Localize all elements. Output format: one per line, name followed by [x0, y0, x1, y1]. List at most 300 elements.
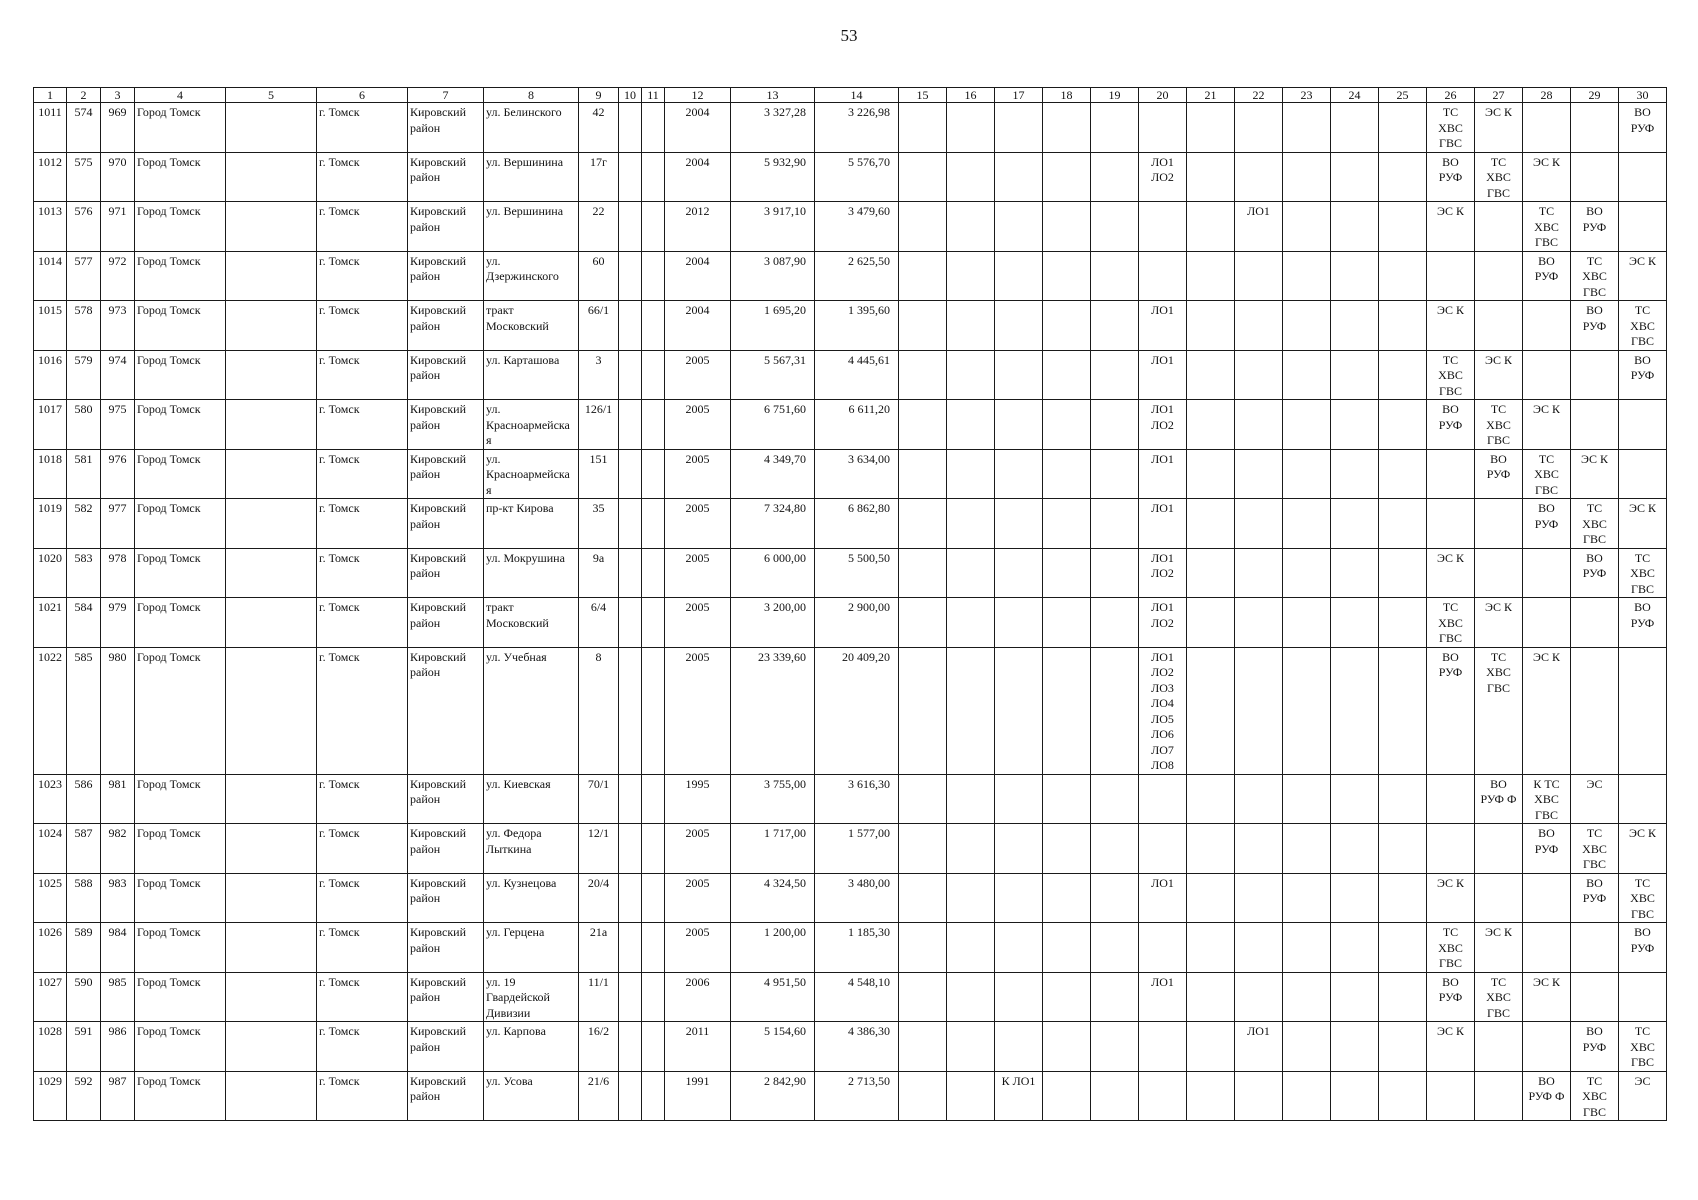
cell-col-28 [1523, 598, 1571, 648]
cell-col-18 [1043, 103, 1091, 153]
cell-col-4: Город Томск [135, 251, 226, 301]
column-header: 19 [1091, 88, 1139, 103]
cell-col-23 [1283, 548, 1331, 598]
cell-col-26: ВО РУФ [1427, 647, 1475, 774]
cell-col-18 [1043, 449, 1091, 499]
cell-col-4: Город Томск [135, 1022, 226, 1072]
cell-col-7: Кировский район [408, 824, 484, 874]
cell-col-6: г. Томск [317, 449, 408, 499]
cell-col-21 [1187, 400, 1235, 450]
cell-col-5 [226, 449, 317, 499]
cell-col-19 [1091, 647, 1139, 774]
cell-col-1: 1024 [34, 824, 67, 874]
cell-col-4: Город Томск [135, 598, 226, 648]
cell-col-6: г. Томск [317, 923, 408, 973]
cell-col-27 [1475, 1022, 1523, 1072]
cell-col-14: 1 185,30 [815, 923, 899, 973]
cell-col-2: 584 [67, 598, 101, 648]
cell-col-16 [947, 350, 995, 400]
cell-col-1: 1026 [34, 923, 67, 973]
cell-col-22 [1235, 400, 1283, 450]
cell-col-16 [947, 499, 995, 549]
cell-col-9: 66/1 [579, 301, 619, 351]
cell-col-3: 980 [101, 647, 135, 774]
cell-col-20 [1139, 1071, 1187, 1121]
column-header: 13 [731, 88, 815, 103]
cell-col-25 [1379, 400, 1427, 450]
cell-col-20: ЛО1 ЛО2 [1139, 598, 1187, 648]
cell-col-6: г. Томск [317, 103, 408, 153]
table-row [34, 202, 1667, 252]
cell-col-20 [1139, 824, 1187, 874]
cell-col-11 [642, 152, 665, 202]
cell-col-7: Кировский район [408, 598, 484, 648]
cell-col-15 [899, 548, 947, 598]
cell-col-29: ВО РУФ [1571, 1022, 1619, 1072]
cell-col-8: ул. 19 Гвардейской Дивизии [484, 972, 579, 1022]
table-row [34, 598, 1667, 648]
column-header: 17 [995, 88, 1043, 103]
cell-col-16 [947, 1022, 995, 1072]
cell-col-7: Кировский район [408, 1022, 484, 1072]
cell-col-20 [1139, 774, 1187, 824]
cell-col-22 [1235, 251, 1283, 301]
cell-col-10 [619, 873, 642, 923]
cell-col-26: ТС ХВС ГВС [1427, 923, 1475, 973]
cell-col-29 [1571, 972, 1619, 1022]
cell-col-24 [1331, 873, 1379, 923]
cell-col-11 [642, 449, 665, 499]
cell-col-5 [226, 152, 317, 202]
table-row [34, 774, 1667, 824]
cell-col-27: ВО РУФ [1475, 449, 1523, 499]
cell-col-20: ЛО1 [1139, 972, 1187, 1022]
cell-col-11 [642, 301, 665, 351]
cell-col-5 [226, 873, 317, 923]
cell-col-19 [1091, 202, 1139, 252]
cell-col-21 [1187, 774, 1235, 824]
cell-col-3: 983 [101, 873, 135, 923]
cell-col-20: ЛО1 ЛО2 [1139, 152, 1187, 202]
cell-col-29 [1571, 923, 1619, 973]
cell-col-5 [226, 923, 317, 973]
cell-col-20: ЛО1 ЛО2 ЛО3 ЛО4 ЛО5 ЛО6 ЛО7 ЛО8 [1139, 647, 1187, 774]
cell-col-23 [1283, 400, 1331, 450]
cell-col-10 [619, 251, 642, 301]
cell-col-19 [1091, 824, 1139, 874]
cell-col-4: Город Томск [135, 400, 226, 450]
cell-col-30: ЭС К [1619, 824, 1667, 874]
table-row [34, 1071, 1667, 1121]
cell-col-23 [1283, 972, 1331, 1022]
cell-col-12: 1995 [665, 774, 731, 824]
cell-col-26: ВО РУФ [1427, 972, 1475, 1022]
cell-col-8: ул. Вершинина [484, 202, 579, 252]
cell-col-30: ТС ХВС ГВС [1619, 1022, 1667, 1072]
cell-col-12: 2005 [665, 400, 731, 450]
cell-col-6: г. Томск [317, 350, 408, 400]
cell-col-16 [947, 598, 995, 648]
cell-col-24 [1331, 1022, 1379, 1072]
cell-col-23 [1283, 873, 1331, 923]
cell-col-7: Кировский район [408, 350, 484, 400]
cell-col-30 [1619, 647, 1667, 774]
table-row [34, 824, 1667, 874]
cell-col-8: ул. Красноармейска я [484, 449, 579, 499]
cell-col-28: ВО РУФ [1523, 499, 1571, 549]
cell-col-20 [1139, 251, 1187, 301]
cell-col-23 [1283, 647, 1331, 774]
cell-col-22 [1235, 598, 1283, 648]
column-header: 10 [619, 88, 642, 103]
cell-col-4: Город Томск [135, 824, 226, 874]
cell-col-11 [642, 1022, 665, 1072]
cell-col-23 [1283, 152, 1331, 202]
cell-col-6: г. Томск [317, 152, 408, 202]
cell-col-20: ЛО1 [1139, 449, 1187, 499]
cell-col-17 [995, 598, 1043, 648]
cell-col-9: 126/1 [579, 400, 619, 450]
table-row [34, 499, 1667, 549]
cell-col-14: 3 616,30 [815, 774, 899, 824]
cell-col-10 [619, 923, 642, 973]
cell-col-22 [1235, 923, 1283, 973]
cell-col-29 [1571, 103, 1619, 153]
cell-col-24 [1331, 598, 1379, 648]
cell-col-16 [947, 972, 995, 1022]
cell-col-1: 1025 [34, 873, 67, 923]
cell-col-6: г. Томск [317, 824, 408, 874]
cell-col-10 [619, 824, 642, 874]
cell-col-7: Кировский район [408, 449, 484, 499]
cell-col-23 [1283, 1022, 1331, 1072]
cell-col-3: 981 [101, 774, 135, 824]
cell-col-16 [947, 873, 995, 923]
cell-col-24 [1331, 400, 1379, 450]
cell-col-24 [1331, 202, 1379, 252]
cell-col-28: ТС ХВС ГВС [1523, 449, 1571, 499]
cell-col-27: ТС ХВС ГВС [1475, 400, 1523, 450]
cell-col-5 [226, 499, 317, 549]
cell-col-2: 589 [67, 923, 101, 973]
cell-col-25 [1379, 1071, 1427, 1121]
cell-col-28 [1523, 1022, 1571, 1072]
cell-col-18 [1043, 152, 1091, 202]
cell-col-28: ВО РУФ [1523, 824, 1571, 874]
cell-col-7: Кировский район [408, 103, 484, 153]
table-row [34, 251, 1667, 301]
cell-col-20 [1139, 1022, 1187, 1072]
cell-col-8: ул. Кузнецова [484, 873, 579, 923]
cell-col-16 [947, 103, 995, 153]
cell-col-14: 2 713,50 [815, 1071, 899, 1121]
cell-col-4: Город Томск [135, 972, 226, 1022]
cell-col-18 [1043, 774, 1091, 824]
cell-col-2: 587 [67, 824, 101, 874]
column-header: 23 [1283, 88, 1331, 103]
cell-col-23 [1283, 824, 1331, 874]
cell-col-11 [642, 499, 665, 549]
cell-col-3: 977 [101, 499, 135, 549]
cell-col-26 [1427, 449, 1475, 499]
cell-col-19 [1091, 499, 1139, 549]
cell-col-13: 3 917,10 [731, 202, 815, 252]
cell-col-13: 1 695,20 [731, 301, 815, 351]
cell-col-23 [1283, 449, 1331, 499]
cell-col-27: ВО РУФ Ф [1475, 774, 1523, 824]
cell-col-18 [1043, 499, 1091, 549]
cell-col-20 [1139, 202, 1187, 252]
cell-col-19 [1091, 774, 1139, 824]
cell-col-28 [1523, 923, 1571, 973]
cell-col-4: Город Томск [135, 647, 226, 774]
cell-col-7: Кировский район [408, 548, 484, 598]
cell-col-11 [642, 400, 665, 450]
cell-col-15 [899, 350, 947, 400]
cell-col-17 [995, 647, 1043, 774]
cell-col-2: 581 [67, 449, 101, 499]
cell-col-17 [995, 103, 1043, 153]
cell-col-13: 3 087,90 [731, 251, 815, 301]
column-header: 11 [642, 88, 665, 103]
cell-col-5 [226, 1022, 317, 1072]
cell-col-1: 1015 [34, 301, 67, 351]
cell-col-25 [1379, 152, 1427, 202]
cell-col-15 [899, 202, 947, 252]
cell-col-1: 1017 [34, 400, 67, 450]
cell-col-18 [1043, 400, 1091, 450]
cell-col-7: Кировский район [408, 400, 484, 450]
cell-col-11 [642, 774, 665, 824]
cell-col-15 [899, 301, 947, 351]
cell-col-19 [1091, 301, 1139, 351]
cell-col-24 [1331, 301, 1379, 351]
cell-col-18 [1043, 1022, 1091, 1072]
cell-col-9: 22 [579, 202, 619, 252]
cell-col-15 [899, 499, 947, 549]
cell-col-28: К ТС ХВС ГВС [1523, 774, 1571, 824]
cell-col-20: ЛО1 ЛО2 [1139, 548, 1187, 598]
column-header: 15 [899, 88, 947, 103]
cell-col-11 [642, 548, 665, 598]
column-header: 8 [484, 88, 579, 103]
cell-col-23 [1283, 923, 1331, 973]
column-header: 5 [226, 88, 317, 103]
cell-col-5 [226, 774, 317, 824]
cell-col-24 [1331, 774, 1379, 824]
cell-col-9: 70/1 [579, 774, 619, 824]
cell-col-2: 590 [67, 972, 101, 1022]
cell-col-22 [1235, 972, 1283, 1022]
cell-col-21 [1187, 499, 1235, 549]
cell-col-1: 1028 [34, 1022, 67, 1072]
cell-col-13: 7 324,80 [731, 499, 815, 549]
cell-col-16 [947, 923, 995, 973]
cell-col-14: 2 625,50 [815, 251, 899, 301]
cell-col-12: 2005 [665, 824, 731, 874]
cell-col-26: ВО РУФ [1427, 400, 1475, 450]
cell-col-23 [1283, 350, 1331, 400]
cell-col-2: 585 [67, 647, 101, 774]
cell-col-24 [1331, 350, 1379, 400]
cell-col-30 [1619, 972, 1667, 1022]
cell-col-25 [1379, 873, 1427, 923]
cell-col-29 [1571, 647, 1619, 774]
cell-col-14: 2 900,00 [815, 598, 899, 648]
cell-col-10 [619, 400, 642, 450]
column-header: 29 [1571, 88, 1619, 103]
cell-col-2: 579 [67, 350, 101, 400]
cell-col-23 [1283, 598, 1331, 648]
column-header: 24 [1331, 88, 1379, 103]
cell-col-17 [995, 972, 1043, 1022]
cell-col-3: 971 [101, 202, 135, 252]
cell-col-10 [619, 449, 642, 499]
cell-col-25 [1379, 824, 1427, 874]
cell-col-28 [1523, 350, 1571, 400]
cell-col-18 [1043, 972, 1091, 1022]
table-row [34, 873, 1667, 923]
cell-col-18 [1043, 1071, 1091, 1121]
cell-col-15 [899, 251, 947, 301]
cell-col-5 [226, 1071, 317, 1121]
cell-col-5 [226, 598, 317, 648]
cell-col-24 [1331, 824, 1379, 874]
cell-col-28: ЭС К [1523, 972, 1571, 1022]
cell-col-13: 6 000,00 [731, 548, 815, 598]
column-header: 21 [1187, 88, 1235, 103]
cell-col-11 [642, 598, 665, 648]
cell-col-20: ЛО1 [1139, 499, 1187, 549]
cell-col-12: 2004 [665, 103, 731, 153]
cell-col-15 [899, 873, 947, 923]
cell-col-14: 6 611,20 [815, 400, 899, 450]
cell-col-12: 2005 [665, 499, 731, 549]
cell-col-8: ул. Федора Лыткина [484, 824, 579, 874]
cell-col-19 [1091, 350, 1139, 400]
cell-col-22: ЛО1 [1235, 202, 1283, 252]
column-header: 27 [1475, 88, 1523, 103]
cell-col-7: Кировский район [408, 301, 484, 351]
cell-col-9: 12/1 [579, 824, 619, 874]
cell-col-6: г. Томск [317, 301, 408, 351]
cell-col-19 [1091, 1071, 1139, 1121]
cell-col-1: 1027 [34, 972, 67, 1022]
cell-col-22 [1235, 647, 1283, 774]
cell-col-14: 4 548,10 [815, 972, 899, 1022]
cell-col-3: 974 [101, 350, 135, 400]
cell-col-29: ЭС К [1571, 449, 1619, 499]
cell-col-8: ул. Красноармейска я [484, 400, 579, 450]
cell-col-21 [1187, 103, 1235, 153]
cell-col-27 [1475, 499, 1523, 549]
cell-col-7: Кировский район [408, 647, 484, 774]
cell-col-29: ТС ХВС ГВС [1571, 1071, 1619, 1121]
cell-col-14: 5 500,50 [815, 548, 899, 598]
cell-col-29 [1571, 400, 1619, 450]
cell-col-1: 1023 [34, 774, 67, 824]
cell-col-5 [226, 103, 317, 153]
cell-col-4: Город Томск [135, 499, 226, 549]
table-row [34, 400, 1667, 450]
cell-col-27 [1475, 824, 1523, 874]
cell-col-22 [1235, 548, 1283, 598]
cell-col-9: 3 [579, 350, 619, 400]
cell-col-17 [995, 152, 1043, 202]
cell-col-9: 42 [579, 103, 619, 153]
cell-col-3: 973 [101, 301, 135, 351]
cell-col-9: 16/2 [579, 1022, 619, 1072]
cell-col-9: 35 [579, 499, 619, 549]
cell-col-22 [1235, 301, 1283, 351]
cell-col-10 [619, 103, 642, 153]
cell-col-5 [226, 350, 317, 400]
cell-col-7: Кировский район [408, 923, 484, 973]
cell-col-21 [1187, 923, 1235, 973]
cell-col-6: г. Томск [317, 1071, 408, 1121]
cell-col-8: ул. Мокрушина [484, 548, 579, 598]
cell-col-2: 583 [67, 548, 101, 598]
cell-col-13: 3 327,28 [731, 103, 815, 153]
cell-col-21 [1187, 873, 1235, 923]
cell-col-21 [1187, 251, 1235, 301]
cell-col-12: 2005 [665, 449, 731, 499]
cell-col-6: г. Томск [317, 202, 408, 252]
cell-col-26: ТС ХВС ГВС [1427, 350, 1475, 400]
cell-col-16 [947, 400, 995, 450]
table-row [34, 972, 1667, 1022]
cell-col-8: ул. Герцена [484, 923, 579, 973]
cell-col-3: 970 [101, 152, 135, 202]
cell-col-5 [226, 972, 317, 1022]
cell-col-9: 20/4 [579, 873, 619, 923]
cell-col-10 [619, 598, 642, 648]
cell-col-6: г. Томск [317, 251, 408, 301]
cell-col-7: Кировский район [408, 499, 484, 549]
cell-col-9: 8 [579, 647, 619, 774]
header-row [34, 88, 1667, 103]
cell-col-3: 978 [101, 548, 135, 598]
cell-col-28: ЭС К [1523, 400, 1571, 450]
cell-col-24 [1331, 972, 1379, 1022]
cell-col-8: тракт Московский [484, 301, 579, 351]
cell-col-6: г. Томск [317, 972, 408, 1022]
cell-col-26: ЭС К [1427, 1022, 1475, 1072]
cell-col-24 [1331, 251, 1379, 301]
cell-col-28 [1523, 103, 1571, 153]
cell-col-30: ЭС К [1619, 251, 1667, 301]
cell-col-11 [642, 103, 665, 153]
cell-col-23 [1283, 103, 1331, 153]
cell-col-8: ул. Учебная [484, 647, 579, 774]
cell-col-30: ВО РУФ [1619, 923, 1667, 973]
cell-col-1: 1018 [34, 449, 67, 499]
cell-col-4: Город Томск [135, 301, 226, 351]
cell-col-21 [1187, 1022, 1235, 1072]
cell-col-5 [226, 647, 317, 774]
cell-col-28: ЭС К [1523, 152, 1571, 202]
cell-col-6: г. Томск [317, 647, 408, 774]
cell-col-24 [1331, 152, 1379, 202]
cell-col-30: ТС ХВС ГВС [1619, 301, 1667, 351]
cell-col-23 [1283, 499, 1331, 549]
cell-col-26 [1427, 1071, 1475, 1121]
cell-col-13: 5 154,60 [731, 1022, 815, 1072]
cell-col-15 [899, 103, 947, 153]
cell-col-13: 1 200,00 [731, 923, 815, 973]
cell-col-8: ул. Усова [484, 1071, 579, 1121]
column-header: 28 [1523, 88, 1571, 103]
